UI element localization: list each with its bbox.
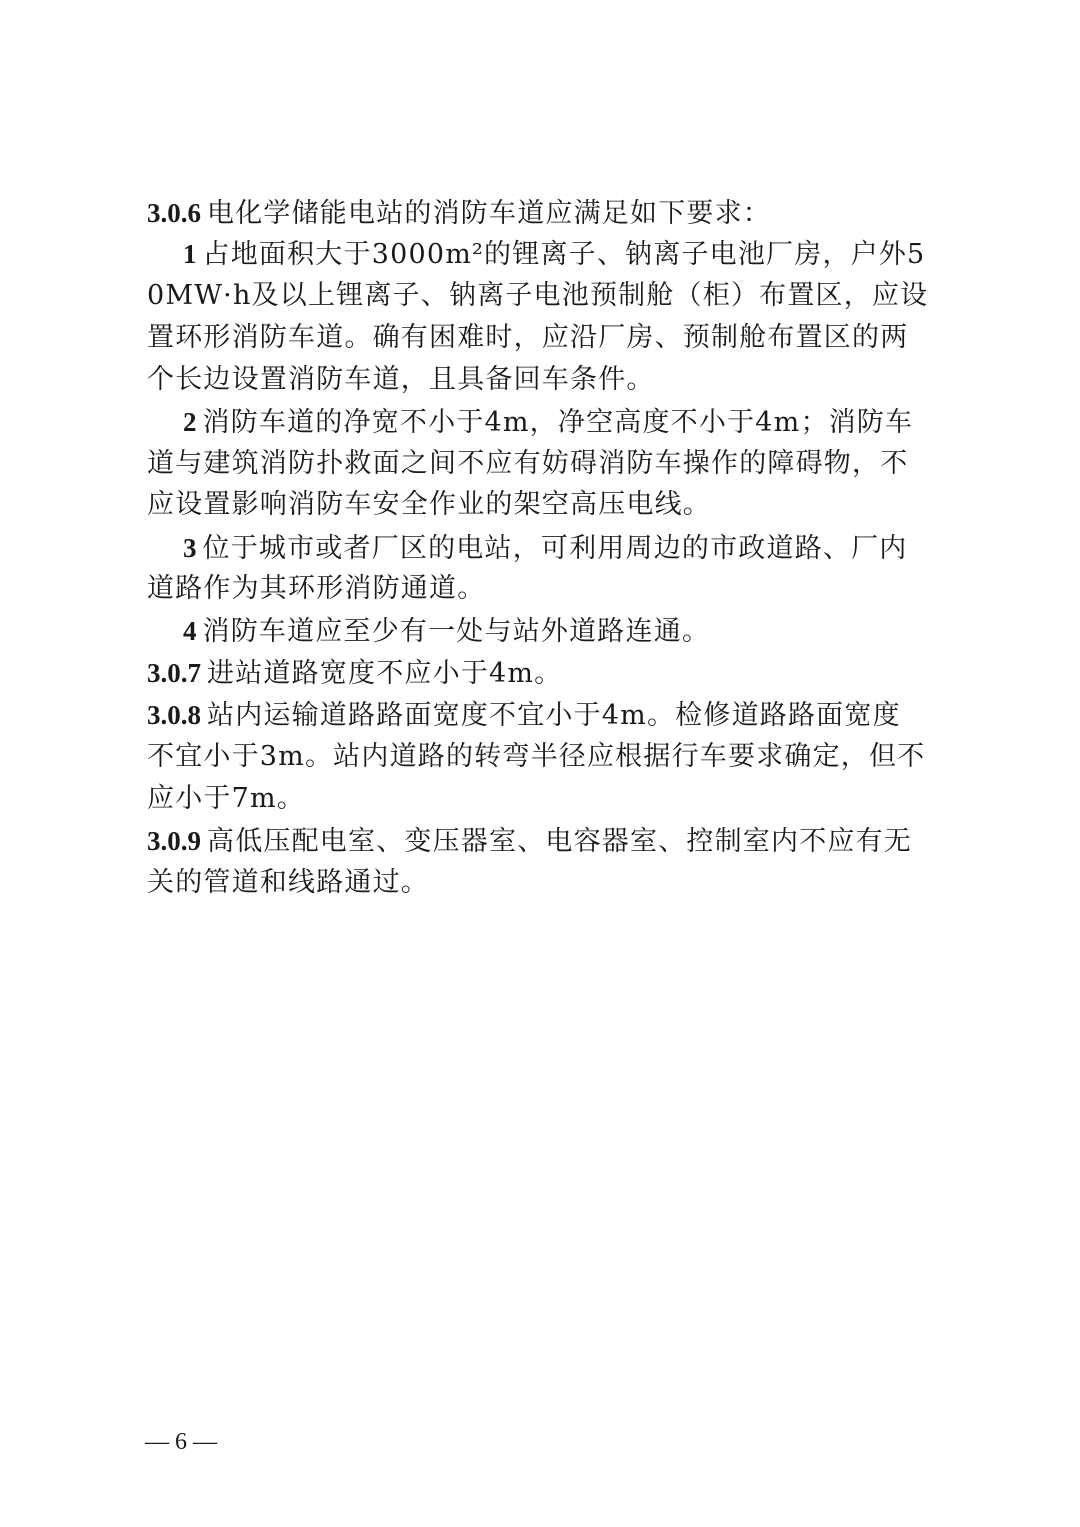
item-1-line-1: [183, 234, 925, 275]
clause-text: 高低压配电室、变压器室、电容器室、控制室内不应有无: [207, 826, 912, 857]
item-4-line-1: [183, 611, 710, 652]
item-3-line-2: 道路作为其环形消防通道。: [147, 573, 486, 604]
page-number: — 6 —: [145, 1429, 217, 1455]
clause-3-0-8-line-2: 不宜小于3m。站内道路的转弯半径应根据行车要求确定，但不: [147, 741, 926, 772]
clause-3-0-9-line-1: [147, 821, 912, 862]
item-3-line-1: [183, 528, 908, 569]
item-text: 消防车道的净宽不小于4m，净空高度不小于4m；消防车: [202, 407, 914, 438]
item-2-line-3: 应设置影响消防车安全作业的架空高压电线。: [147, 489, 711, 520]
clause-text: 站内运输道路路面宽度不宜小于4m。检修道路路面宽度: [207, 700, 901, 731]
clause-3-0-7-line-1: [147, 653, 562, 694]
clause-text: 进站道路宽度不应小于4m。: [207, 658, 563, 689]
clause-number: 3.0.9: [147, 826, 201, 856]
item-number: 2: [183, 407, 197, 437]
clause-3-0-8-line-3: 应小于7m。: [147, 783, 305, 814]
clause-text: 电化学储能电站的消防车道应满足如下要求：: [207, 198, 771, 229]
item-text: 消防车道应至少有一处与站外道路连通。: [202, 616, 711, 647]
clause-number: 3.0.7: [147, 658, 201, 688]
item-2-line-2: 道与建筑消防扑救面之间不应有妨碍消防车操作的障碍物，不: [147, 448, 909, 479]
item-number: 1: [183, 239, 197, 269]
clause-number: 3.0.8: [147, 700, 201, 730]
item-number: 3: [183, 533, 197, 563]
item-1-line-4: 个长边设置消防车道，且具备回车条件。: [147, 364, 655, 395]
clause-3-0-8-line-1: [147, 695, 901, 736]
clause-3-0-6-line-1: [147, 193, 771, 234]
clause-number: 3.0.6: [147, 198, 201, 228]
item-text: 位于城市或者厂区的电站，可利用周边的市政道路、厂内: [202, 533, 908, 564]
item-text: 占地面积大于3000m²的锂离子、钠离子电池厂房，户外5: [202, 239, 926, 270]
item-number: 4: [183, 616, 197, 646]
item-1-line-3: 置环形消防车道。确有困难时，应沿厂房、预制舱布置区的两: [147, 322, 909, 353]
item-1-line-2: 0MW·h及以上锂离子、钠离子电池预制舱（柜）布置区，应设: [147, 280, 929, 311]
clause-3-0-9-line-2: 关的管道和线路通过。: [147, 867, 429, 898]
item-2-line-1: [183, 402, 913, 443]
